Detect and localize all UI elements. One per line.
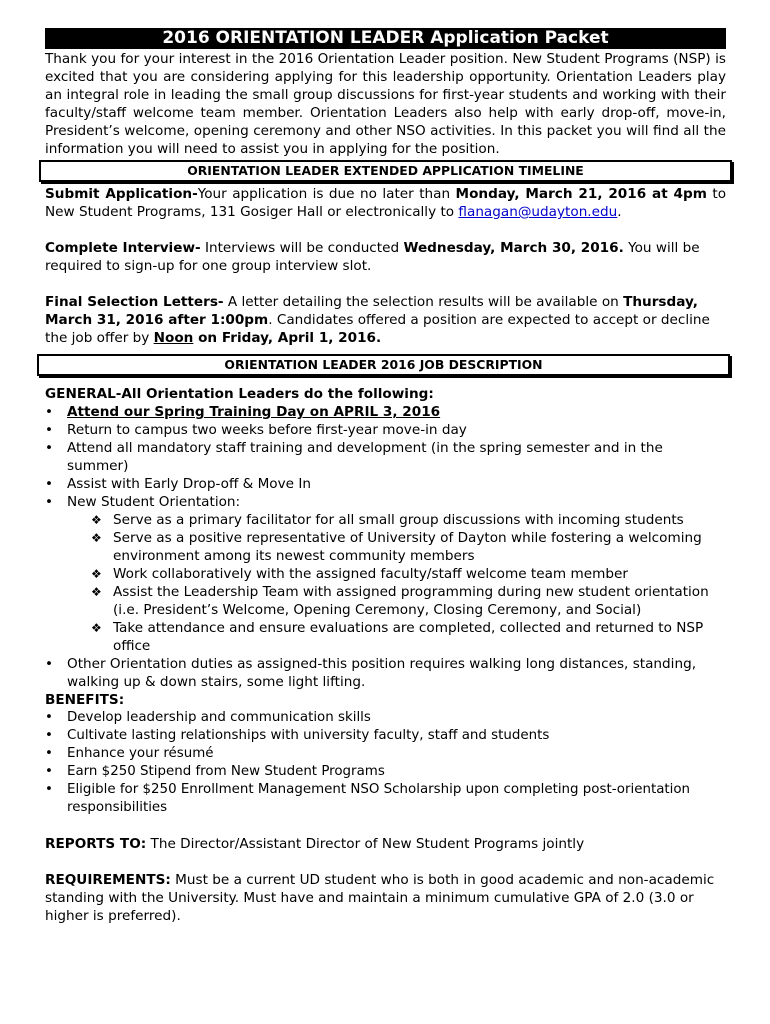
selection-noon: Noon bbox=[153, 330, 194, 346]
selection-text: A letter detailing the selection results will be available on bbox=[223, 294, 624, 310]
list-item bbox=[45, 475, 726, 493]
list-item bbox=[89, 583, 726, 619]
timeline-heading: ORIENTATION LEADER EXTENDED APPLICATION TIMELINE bbox=[39, 160, 732, 182]
list-item bbox=[45, 439, 726, 475]
diamond-bullet-icon: ❖ bbox=[91, 531, 102, 545]
benefit-text: Earn $250 Stipend from New Student Programs bbox=[67, 764, 385, 779]
interview-date: Wednesday, March 30, 2016. bbox=[403, 240, 624, 256]
interview-label: Complete Interview- bbox=[45, 240, 201, 256]
nso-duty-text: Serve as a primary facilitator for all small group discussions with incoming students bbox=[113, 512, 684, 528]
list-item bbox=[45, 763, 726, 781]
benefit-text: Enhance your résumé bbox=[67, 746, 214, 761]
nso-duty-text: Serve as a positive representative of University of Dayton while fostering a welcoming environment among its newest community members bbox=[113, 530, 702, 564]
diamond-bullet-icon: ❖ bbox=[91, 513, 102, 527]
selection-paragraph bbox=[45, 293, 726, 347]
list-item bbox=[89, 565, 726, 583]
bullet-icon: • bbox=[45, 764, 53, 779]
diamond-bullet-icon: ❖ bbox=[91, 621, 102, 635]
selection-text-2: . Candidates offered a position are expected to accept or decline the job offer by bbox=[45, 312, 710, 346]
duty-text: Assist with Early Drop-off & Move In bbox=[67, 476, 311, 492]
requirements-text: Must be a current UD student who is both in good academic and non-academic standing with the University. Must have and maintain a minimum cumulative GPA of 2.0 (3.0 or higher is preferred). bbox=[45, 872, 715, 924]
nso-duties-list bbox=[67, 511, 726, 655]
bullet-icon: • bbox=[45, 746, 53, 761]
benefits-heading bbox=[45, 691, 726, 709]
bullet-icon: • bbox=[45, 782, 53, 797]
submit-end: . bbox=[617, 204, 622, 220]
email-link[interactable]: flanagan@udayton.edu bbox=[458, 204, 618, 220]
bullet-icon: • bbox=[45, 476, 54, 492]
bullet-icon: • bbox=[45, 656, 54, 672]
duty-text: New Student Orientation: bbox=[67, 494, 241, 510]
job-description-heading: ORIENTATION LEADER 2016 JOB DESCRIPTION bbox=[37, 354, 730, 376]
general-duties-list bbox=[45, 403, 726, 691]
nso-duty-text: Work collaboratively with the assigned faculty/staff welcome team member bbox=[113, 566, 628, 582]
list-item bbox=[45, 727, 726, 745]
list-item bbox=[45, 403, 726, 421]
requirements-paragraph bbox=[45, 871, 726, 925]
list-item bbox=[45, 781, 726, 817]
reports-to-text: The Director/Assistant Director of New Student Programs jointly bbox=[146, 836, 585, 852]
bullet-icon: • bbox=[45, 440, 54, 456]
interview-text-2: You will be required to sign-up for one group interview slot. bbox=[45, 240, 700, 274]
bullet-icon: • bbox=[45, 710, 53, 725]
page-title: 2016 ORIENTATION LEADER Application Packet bbox=[45, 28, 726, 49]
benefit-text: Eligible for $250 Enrollment Management NSO Scholarship upon completing post-orientation responsibilities bbox=[67, 782, 691, 815]
benefit-text: Cultivate lasting relationships with university faculty, staff and students bbox=[67, 728, 550, 743]
interview-text: Interviews will be conducted bbox=[200, 240, 404, 256]
list-item bbox=[45, 493, 726, 655]
bullet-icon: • bbox=[45, 422, 54, 438]
selection-deadline: on Friday, April 1, 2016. bbox=[193, 330, 382, 346]
reports-to-paragraph bbox=[45, 835, 726, 853]
bullet-icon: • bbox=[45, 404, 54, 420]
submit-label: Submit Application- bbox=[45, 186, 198, 202]
reports-to-label: REPORTS TO: bbox=[45, 836, 147, 852]
requirements-label: REQUIREMENTS: bbox=[45, 872, 171, 888]
bullet-icon: • bbox=[45, 728, 53, 743]
list-item bbox=[89, 619, 726, 655]
duty-text: Other Orientation duties as assigned-this position requires walking long distances, standing, walking up & down stairs, some light lifting. bbox=[67, 656, 697, 690]
duty-text: Attend all mandatory staff training and development (in the spring semester and in the summer) bbox=[67, 440, 663, 474]
selection-date: Thursday, March 31, 2016 after 1:00pm bbox=[45, 294, 698, 328]
intro-paragraph: Thank you for your interest in the 2016 Orientation Leader position. New Student Programs (NSP) is excited that you are considering applying for this leadership opportunity. Orientation Leaders play an integral role in leading the small group discussions for first-year students and working with their faculty/staff welcome team member. Orientation Leaders also help with early drop-off, move-in, President’s welcome, opening ceremony and other NSO activities. In this packet you will find all the information you will need to assist you in applying for the position. bbox=[45, 51, 726, 157]
selection-label: Final Selection Letters- bbox=[45, 294, 224, 310]
document-page bbox=[45, 28, 726, 925]
list-item bbox=[89, 511, 726, 529]
submit-deadline: Monday, March 21, 2016 at 4pm bbox=[455, 186, 707, 202]
nso-duty-text: Assist the Leadership Team with assigned programming during new student orientation (i.e. President’s Welcome, Opening Ceremony, Closing Ceremony, and Social) bbox=[113, 584, 709, 618]
list-item bbox=[45, 709, 726, 727]
nso-duty-text: Take attendance and ensure evaluations are completed, collected and returned to NSP office bbox=[113, 620, 704, 654]
benefits-list bbox=[45, 709, 726, 817]
duty-text: Attend our Spring Training Day on APRIL 3, 2016 bbox=[67, 404, 441, 420]
submit-text: Your application is due no later than bbox=[197, 186, 456, 202]
submit-text-2: to New Student Programs, 131 Gosiger Hall or electronically to bbox=[45, 186, 727, 220]
duty-text: Return to campus two weeks before first-year move-in day bbox=[67, 422, 467, 438]
benefit-text: Develop leadership and communication skills bbox=[67, 710, 371, 725]
submit-application-paragraph bbox=[45, 185, 726, 221]
list-item bbox=[45, 421, 726, 439]
general-heading bbox=[45, 385, 726, 403]
general-heading-text: GENERAL-All Orientation Leaders do the following: bbox=[45, 386, 434, 402]
bullet-icon: • bbox=[45, 494, 54, 510]
list-item bbox=[45, 745, 726, 763]
benefits-heading-text: BENEFITS: bbox=[45, 692, 125, 708]
list-item bbox=[89, 529, 726, 565]
diamond-bullet-icon: ❖ bbox=[91, 585, 102, 599]
list-item bbox=[45, 655, 726, 691]
diamond-bullet-icon: ❖ bbox=[91, 567, 102, 581]
interview-paragraph bbox=[45, 239, 726, 275]
